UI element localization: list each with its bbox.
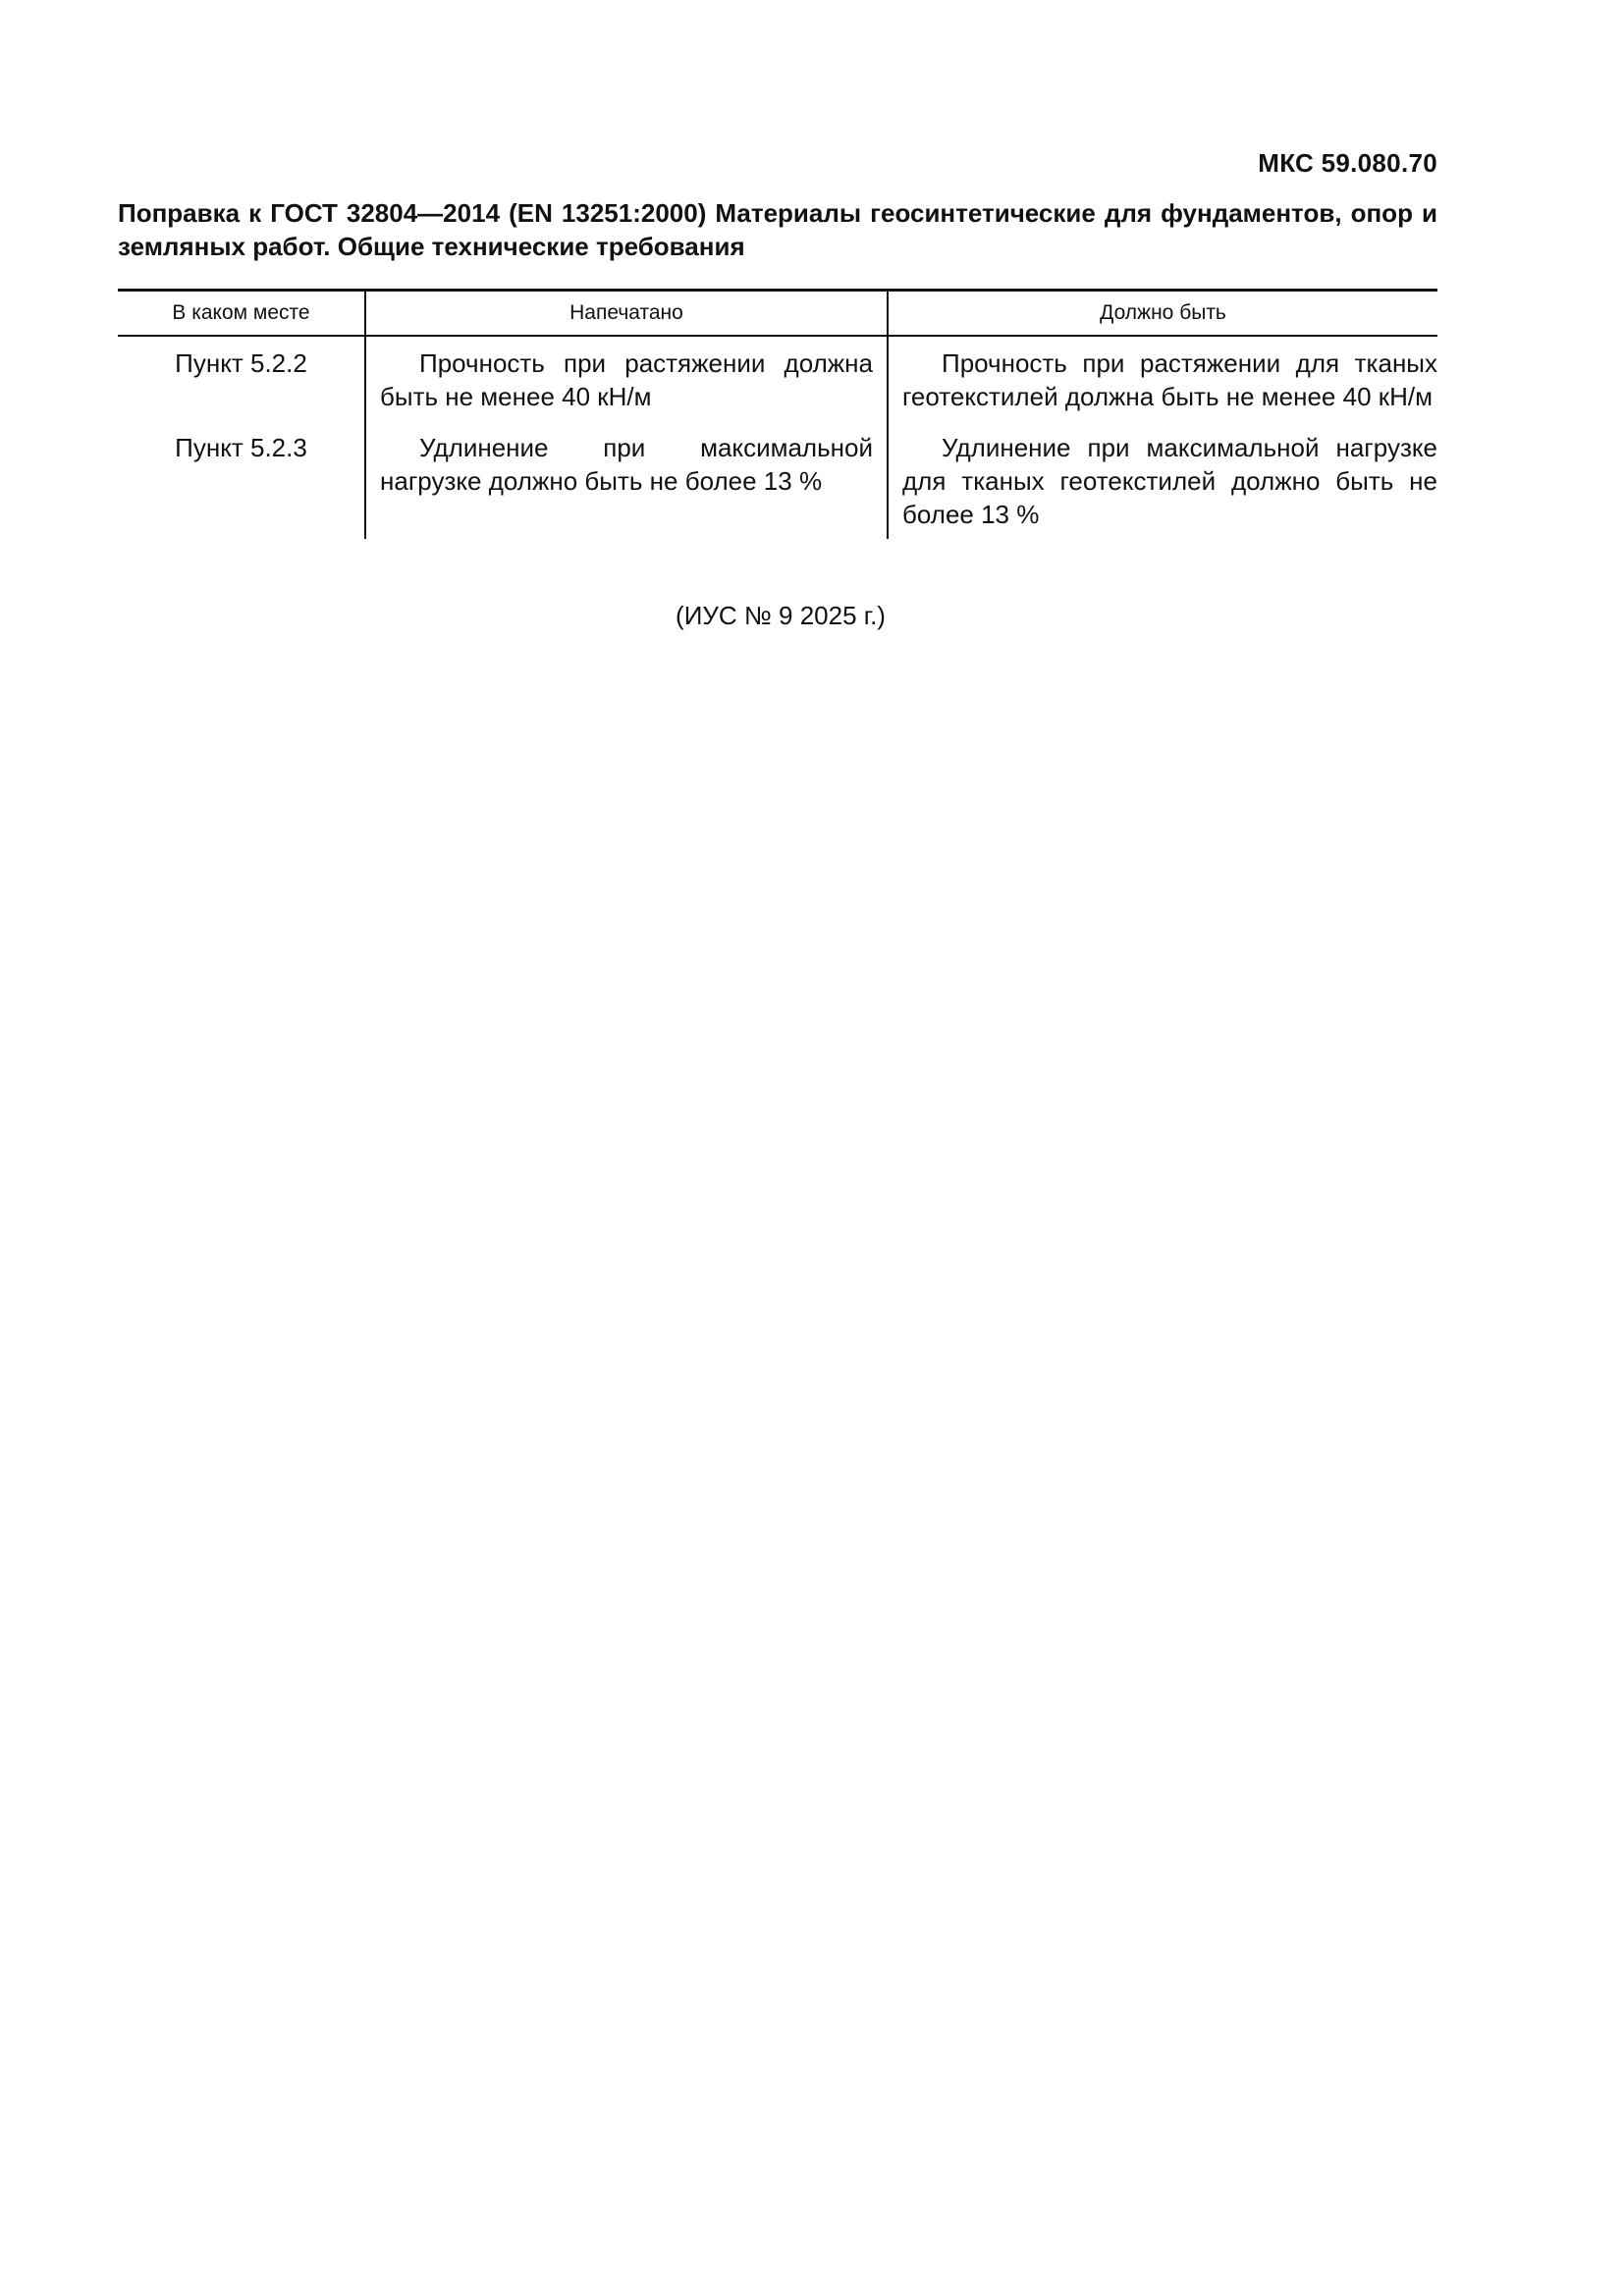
table-row — [118, 336, 1437, 431]
row-printed-text: Прочность при растяжении должна быть не менее 40 кН/м — [380, 348, 873, 411]
column-header-printed: Напечатано — [365, 291, 888, 337]
publication-source: (ИУС № 9 2025 г.) — [676, 601, 886, 630]
row-location: Пункт 5.2.3 — [175, 433, 307, 462]
amendment-table — [118, 289, 1437, 539]
row-printed-cell — [365, 336, 888, 431]
row-correct-text: Удлинение при максимальной нагрузке для тканых геотекстилей должно быть не более 13 % — [902, 433, 1437, 529]
classification-code: МКС 59.080.70 — [1258, 148, 1437, 178]
column-header-correct: Должно быть — [888, 291, 1437, 337]
row-location: Пункт 5.2.2 — [175, 348, 307, 378]
row-printed-text: Удлинение при максимальной нагрузке должно быть не более 13 % — [380, 433, 873, 496]
document-title: Поправка к ГОСТ 32804—2014 (EN 13251:2000) Материалы геосинтетические для фундаментов, опор и земляных работ. Общие технические требования — [118, 198, 1437, 261]
row-printed-cell — [365, 431, 888, 539]
row-correct-cell — [888, 336, 1437, 431]
column-header-location: В каком месте — [118, 291, 365, 337]
table-row — [118, 431, 1437, 539]
row-correct-cell — [888, 431, 1437, 539]
row-correct-text: Прочность при растяжении для тканых геотекстилей должна быть не менее 40 кН/м — [902, 348, 1437, 411]
table-header-row — [118, 291, 1437, 337]
